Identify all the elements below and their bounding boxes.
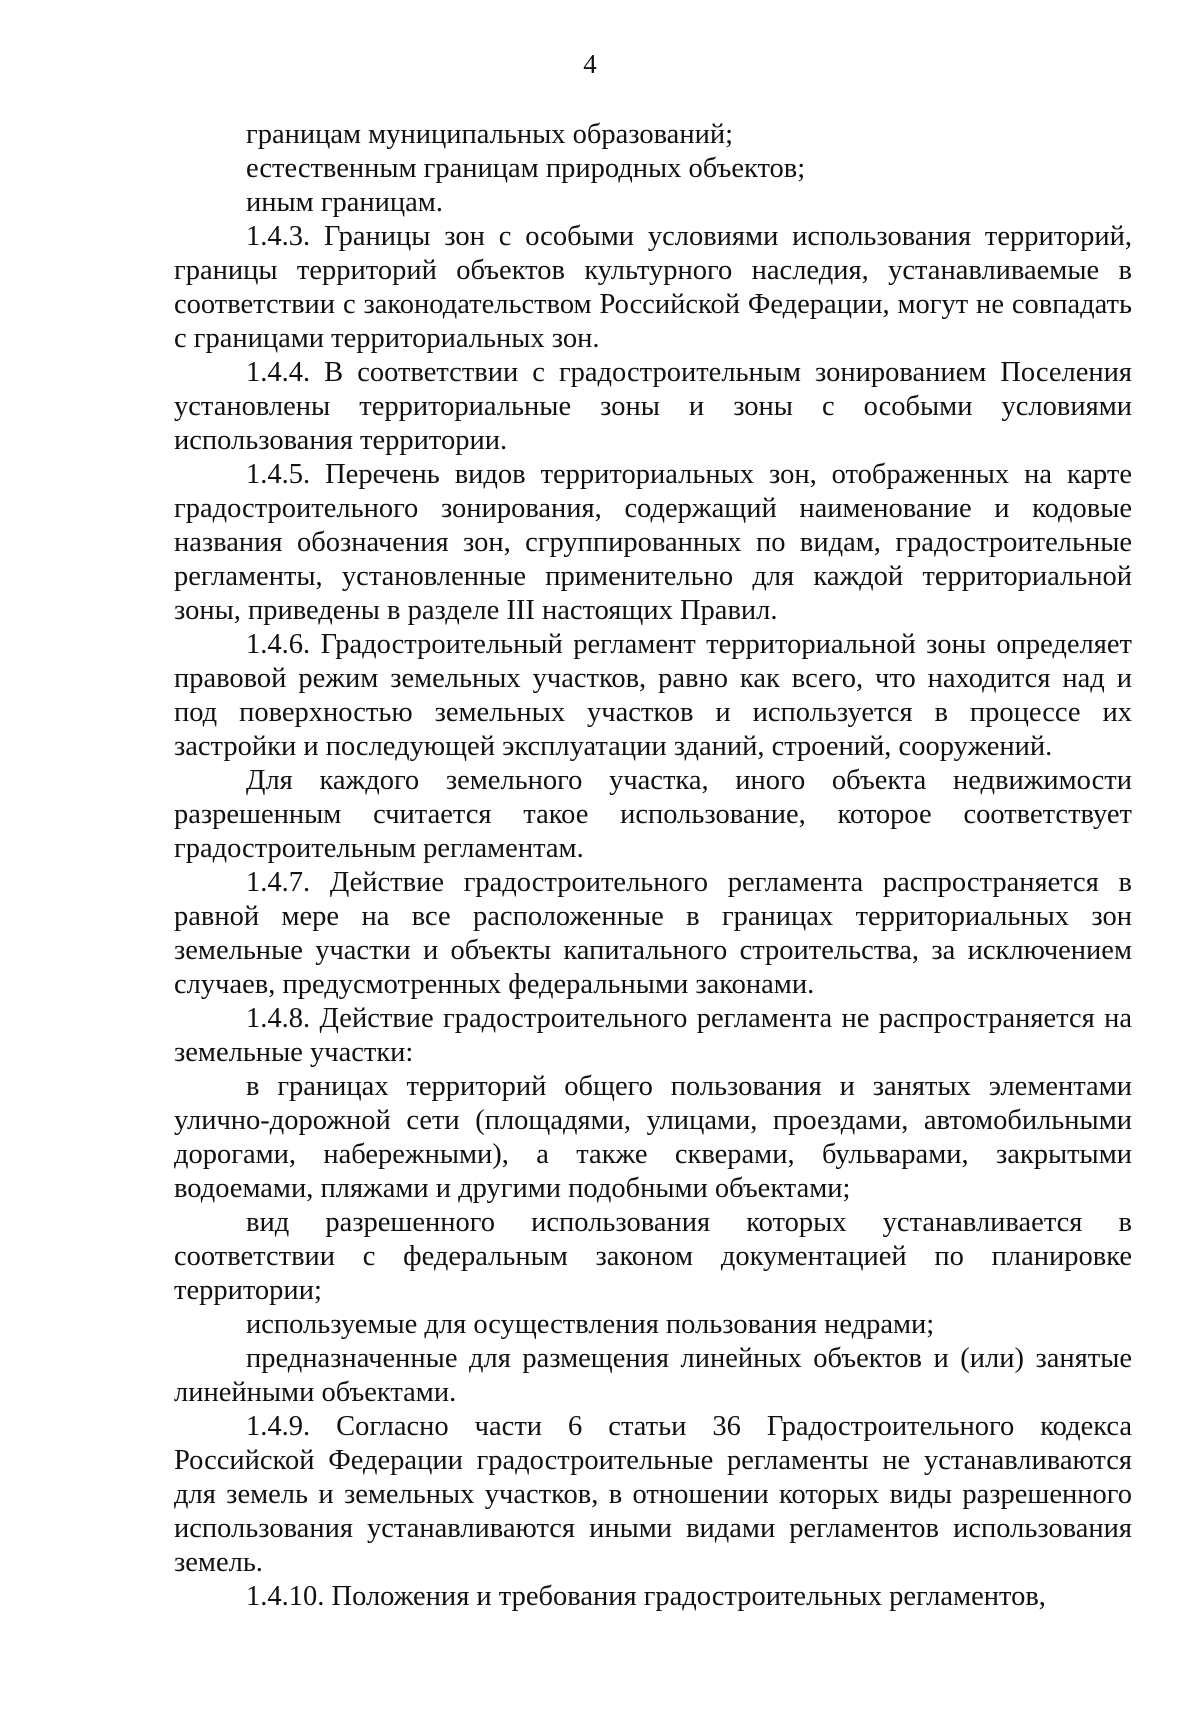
document-body <box>174 118 1132 1614</box>
paragraph: границам муниципальных образований; <box>246 119 733 150</box>
paragraph: 1.4.9. Согласно части 6 статьи 36 Градостроительного кодекса Российской Федерации градостроительные регламенты не устанавливаются для земель и земельных участков, в отношении которых виды разрешенного использования устанавливаются иными видами регламентов использования земель. <box>174 1411 1132 1578</box>
paragraph: предназначенные для размещения линейных объектов и (или) занятые линейными объектами. <box>174 1343 1132 1408</box>
paragraph: 1.4.5. Перечень видов территориальных зон, отображенных на карте градостроительного зонирования, содержащий наименование и кодовые названия обозначения зон, сгруппированных по видам, градостроительные регламенты, установленные применительно для каждой территориальной зоны, приведены в разделе III настоящих Правил. <box>174 459 1132 626</box>
paragraph: 1.4.7. Действие градостроительного регламента распространяется в равной мере на все расположенные в границах территориальных зон земельные участки и объекты капитального строительства, за исключением случаев, предусмотренных федеральными законами. <box>174 867 1132 1000</box>
paragraph: 1.4.4. В соответствии с градостроительным зонированием Поселения установлены территориальные зоны и зоны с особыми условиями использования территории. <box>174 357 1132 456</box>
paragraph: 1.4.10. Положения и требования градостроительных регламентов, <box>246 1581 1046 1612</box>
paragraph: используемые для осуществления пользования недрами; <box>246 1309 935 1340</box>
paragraph: Для каждого земельного участка, иного объекта недвижимости разрешенным считается такое использование, которое соответствует градостроительным регламентам. <box>174 765 1132 864</box>
paragraph: 1.4.8. Действие градостроительного регламента не распространяется на земельные участки: <box>174 1003 1132 1068</box>
paragraph: иным границам. <box>246 187 443 218</box>
page-number: 4 <box>583 49 597 79</box>
paragraph: в границах территорий общего пользования и занятых элементами улично-дорожной сети (площадями, улицами, проездами, автомобильными дорогами, набережными), а также скверами, бульварами, закрытыми водоемами, пляжами и другими подобными объектами; <box>174 1071 1132 1204</box>
paragraph: 1.4.6. Градостроительный регламент территориальной зоны определяет правовой режим земельных участков, равно как всего, что находится над и под поверхностью земельных участков и используется в процессе их застройки и последующей эксплуатации зданий, строений, сооружений. <box>174 629 1132 762</box>
paragraph: 1.4.3. Границы зон с особыми условиями использования территорий, границы территорий объектов культурного наследия, устанавливаемые в соответствии с законодательством Российской Федерации, могут не совпадать с границами территориальных зон. <box>174 221 1132 354</box>
paragraph: вид разрешенного использования которых устанавливается в соответствии с федеральным законом документацией по планировке территории; <box>174 1207 1132 1306</box>
paragraph: естественным границам природных объектов; <box>246 153 806 184</box>
